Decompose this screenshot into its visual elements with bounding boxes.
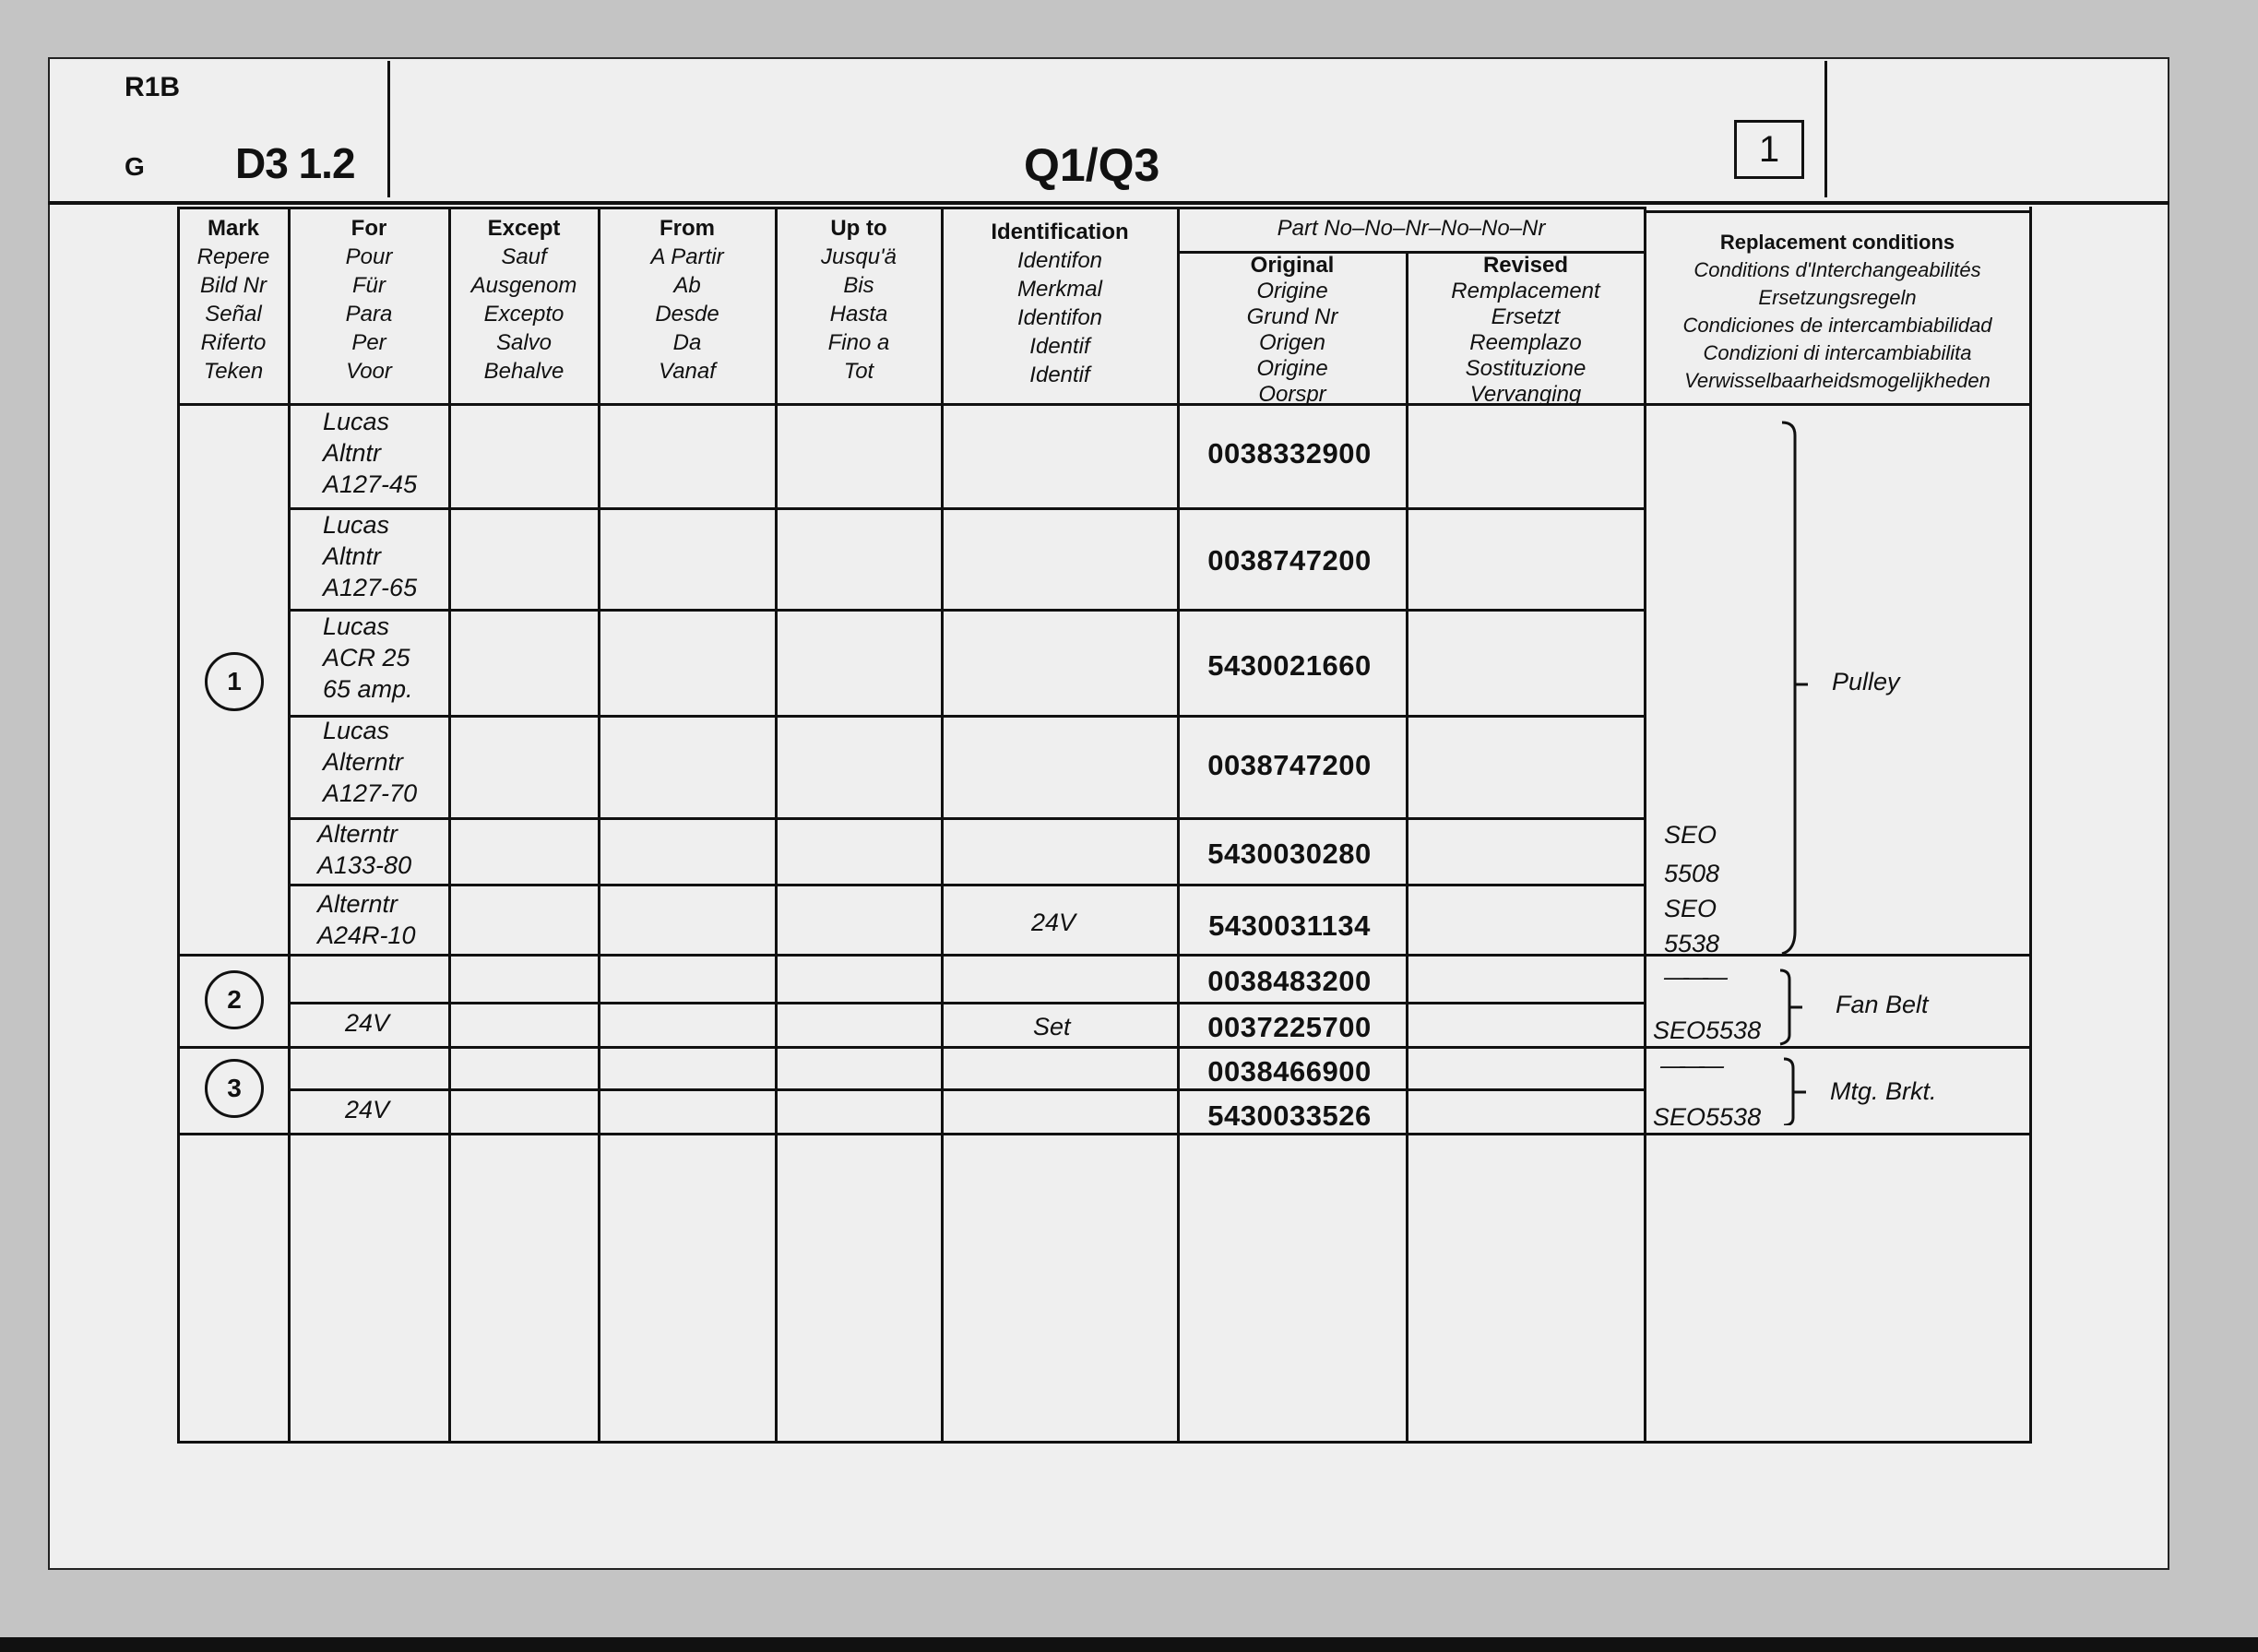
row-8-ident: Set — [1033, 1013, 1071, 1040]
header-divider-right — [1824, 61, 1827, 197]
group-braces — [1753, 406, 1845, 1125]
row-5-for: Alterntr A133-80 — [317, 820, 412, 879]
row-6-ident: 24V — [1031, 909, 1076, 936]
row-4-for: Lucas Alterntr A127-70 — [323, 717, 418, 807]
row-6-part: 5430031134 — [1208, 909, 1371, 942]
row-7-repl-dash: ——— — [1664, 963, 1722, 991]
row-7-part: 0038483200 — [1207, 965, 1372, 997]
group-mtg-brkt: Mtg. Brkt. — [1830, 1077, 1937, 1105]
row-5-part: 5430030280 — [1207, 838, 1372, 870]
row-6-repl-a: SEO — [1664, 895, 1717, 922]
header-partno: Part No–No–Nr–No–No–Nr — [1277, 216, 1546, 241]
fanbelt-brace — [1780, 970, 1789, 1044]
header-identification: Identification Identifon Merkmal Identifon Identif Identif — [991, 220, 1129, 387]
header-upto: Up to Jusqu'ä Bis Hasta Fino a Tot — [821, 216, 897, 384]
mark-2: 2 — [205, 970, 264, 1029]
header-divider-left — [387, 61, 390, 197]
section-number: D3 1.2 — [235, 139, 355, 187]
mark-1: 1 — [205, 652, 264, 711]
page-title: Q1/Q3 — [1024, 139, 1160, 191]
row-6-for: Alterntr A24R-10 — [317, 890, 416, 949]
row-2-part: 0038747200 — [1207, 544, 1372, 576]
header-mark: Mark Repere Bild Nr Señal Riferto Teken — [196, 216, 270, 384]
row-10-part: 5430033526 — [1207, 1099, 1372, 1132]
row-2-for: Lucas Altntr A127-65 — [323, 511, 418, 601]
header-except: Except Sauf Ausgenom Excepto Salvo Behalve — [470, 216, 577, 384]
group-pulley: Pulley — [1832, 668, 1900, 695]
header-bottom-rule — [48, 201, 2169, 205]
row-6-repl-b: 5538 — [1664, 930, 1720, 957]
pulley-brace — [1782, 422, 1795, 954]
row-8-part: 0037225700 — [1207, 1011, 1372, 1043]
header-from: From A Partir Ab Desde Da Vanaf — [650, 216, 724, 384]
row-8-for: 24V — [345, 1009, 390, 1037]
row-8-repl: SEO5538 — [1653, 1016, 1762, 1044]
scan-edge — [0, 1637, 2258, 1652]
row-5-repl-a: SEO — [1664, 821, 1717, 849]
page-number-box: 1 — [1734, 120, 1804, 179]
code-top: R1B — [125, 72, 181, 102]
header-for: For Pour Für Para Per Voor — [345, 216, 393, 384]
code-bottom: G — [125, 152, 145, 181]
row-10-repl: SEO5538 — [1653, 1103, 1762, 1131]
row-10-for: 24V — [345, 1096, 390, 1123]
mark-3: 3 — [205, 1059, 264, 1118]
group-fan-belt: Fan Belt — [1836, 991, 1929, 1018]
row-1-part: 0038332900 — [1207, 437, 1372, 469]
mtgbrkt-brace — [1784, 1059, 1793, 1125]
header-original: Original Origine Grund Nr Origen Origine Oorspr — [1246, 253, 1338, 407]
header-revised: Revised Remplacement Ersetzt Reemplazo Sostituzione Vervanging — [1451, 253, 1600, 407]
row-3-for: Lucas ACR 25 65 amp. — [323, 612, 413, 703]
header-replacement: Replacement conditions Conditions d'Interchangeabilités Ersetzungsregeln Condiciones de intercambiabilidad Condizioni di intercambiabilita Verwisselbaarheidsmogelijkheden — [1682, 231, 1992, 392]
row-9-part: 0038466900 — [1207, 1055, 1372, 1087]
row-5-repl-b: 5508 — [1664, 860, 1720, 887]
row-4-part: 0038747200 — [1207, 749, 1372, 781]
row-9-repl-dash: ——— — [1660, 1052, 1718, 1079]
row-1-for: Lucas Altntr A127-45 — [323, 408, 418, 498]
row-3-part: 5430021660 — [1207, 649, 1372, 682]
